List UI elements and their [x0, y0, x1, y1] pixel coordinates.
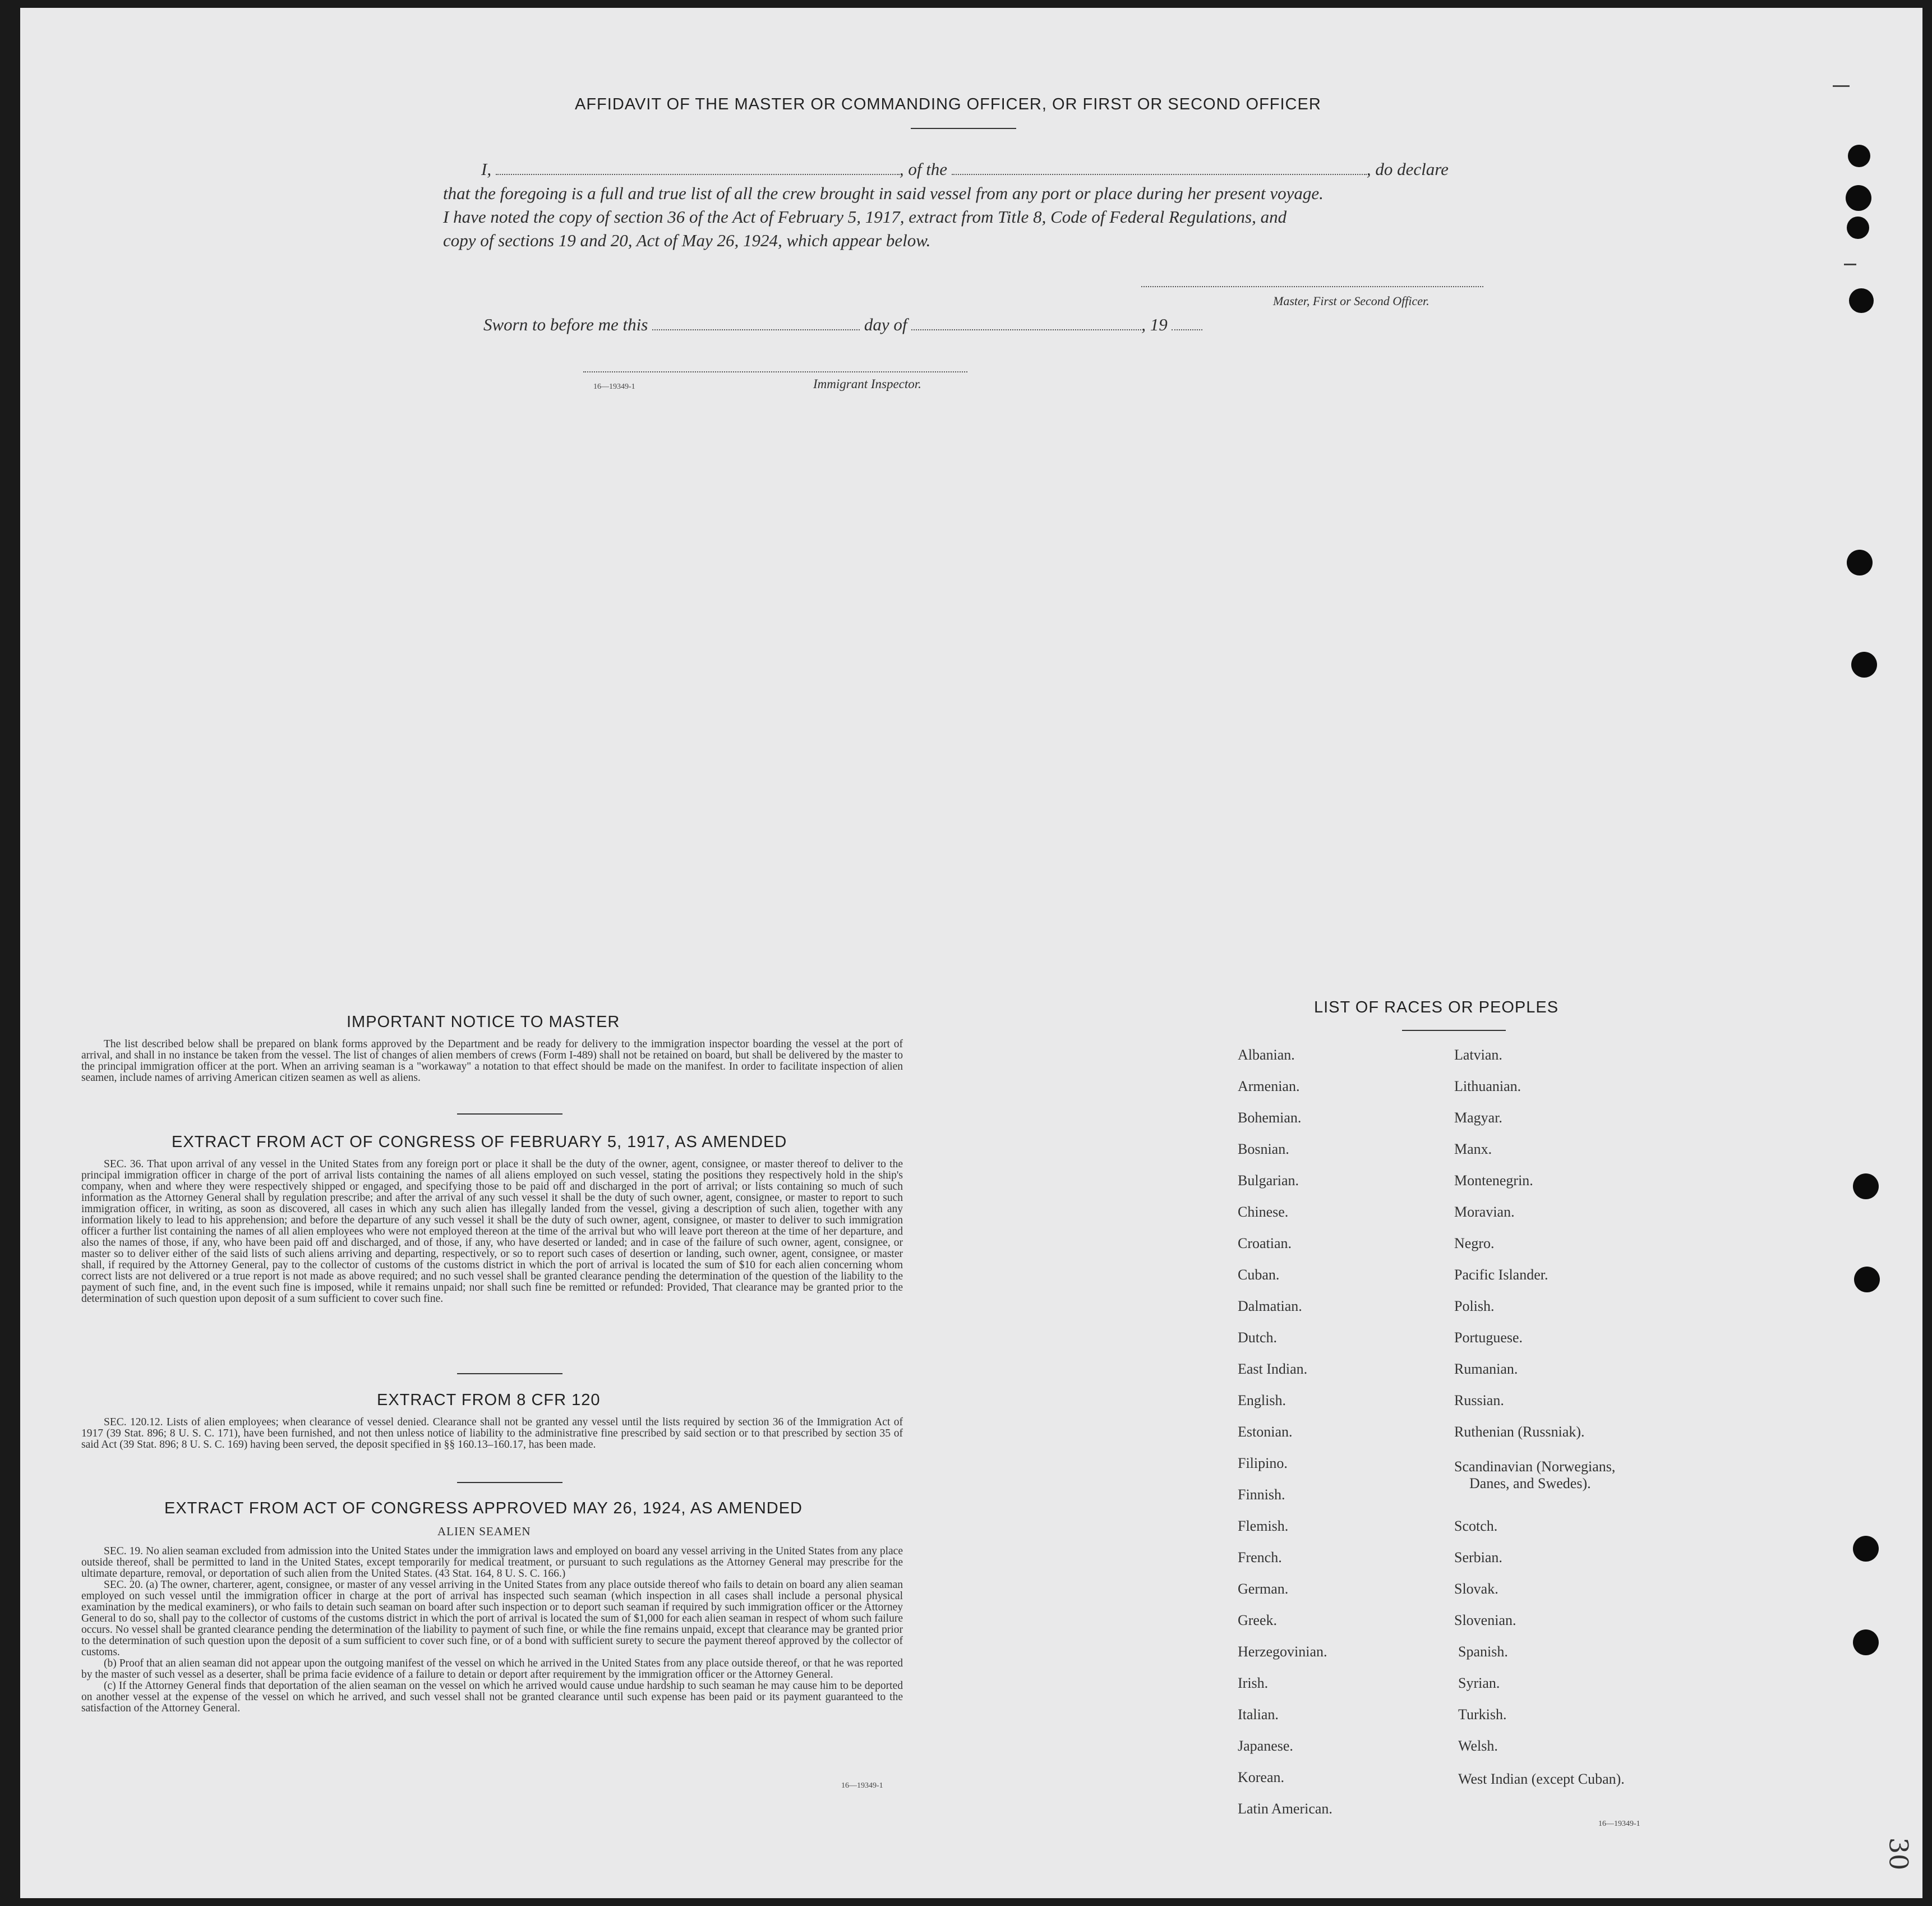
- race-item: Finnish.: [1238, 1486, 1285, 1503]
- edge-mark: [1844, 264, 1856, 265]
- race-item: Latin American.: [1238, 1801, 1332, 1817]
- punch-hole: [1846, 185, 1871, 211]
- sec-36-paragraph: SEC. 36. That upon arrival of any vessel in the United States from any foreign port or place it shall be the duty of the owner, agent, consignee, or master thereof to deliver to the principal immigration officer in charge of the port of arrival lists containing the names of all aliens employed on such vessel, stating the positions they respectively hold in the ship's company, when and where they were respectively shipped or engaged, and specifying those to be paid off and discharged in the port of arrival; or lists containing so much of such information as the Attorney General shall by regulation prescribe; and after the arrival of any such vessel it shall be the duty of such owner, agent, consignee, or master to report to such immigration officer, in writing, as soon as discovered, all cases in which any such alien has illegally landed from the vessel, giving a description of such alien, together with any information likely to lead to his apprehension; and before the departure of any such vessel it shall be the duty of such owner, agent, consignee, or master to deliver to such immigration officer a further list containing the names of all alien employees who were not employed thereon at the time of the arrival but who will leave port thereon at the time of her departure, and also the names of those, if any, who have been paid off and discharged, and of those, if any, who have deserted or landed; and in case of the failure of such owner, agent, consignee, or master so to deliver either of the said lists of such aliens arriving and departing, respectively, or so to report such cases of desertion or landing, such owner, agent, consignee, or master shall, if required by the Attorney General, pay to the collector of customs of the customs district in which the port of arrival is located the sum of $10 for each alien concerning whom correct lists are not delivered or a true report is not made as above required; and no such vessel shall be granted clearance pending the determination of the question of the liability to the payment of such fine, and, in the event such fine is imposed, while it remains unpaid; nor shall such fine be remitted or refunded: Provided, That clearance may be granted prior to the determination of such question upon deposit of a sum sufficient to cover such fine.: [81, 1158, 903, 1305]
- affidavit-line4: copy of sections 19 and 20, Act of May 26, 1924, which appear below.: [443, 231, 931, 250]
- race-item: Chinese.: [1238, 1204, 1289, 1220]
- edge-mark: [1833, 85, 1850, 87]
- punch-hole: [1853, 1629, 1879, 1655]
- race-item: Spanish.: [1458, 1643, 1508, 1660]
- divider: [1402, 1030, 1506, 1031]
- race-item: Estonian.: [1238, 1424, 1293, 1440]
- punch-hole: [1849, 288, 1874, 313]
- punch-hole: [1851, 652, 1877, 678]
- punch-hole: [1853, 1173, 1879, 1199]
- extract-1917-title: EXTRACT FROM ACT OF CONGRESS OF FEBRUARY 5, 1917, AS AMENDED: [172, 1133, 787, 1151]
- sec-20b-paragraph: (b) Proof that an alien seaman did not appear upon the outgoing manifest of the vessel on which he arrived in the United States from any place outside thereof, or that he was reported by the master of such vessel as a deserter, shall be prima facie evidence of a failure to detain or deport after requirement by the immigration officer or the Attorney General.: [81, 1658, 903, 1681]
- race-item: Croatian.: [1238, 1235, 1292, 1251]
- race-item: Rumanian.: [1454, 1361, 1518, 1377]
- punch-hole: [1847, 217, 1869, 239]
- race-item: Korean.: [1238, 1769, 1285, 1785]
- master-signature-caption: Master, First or Second Officer.: [1273, 294, 1430, 308]
- sec-120-12-paragraph: SEC. 120.12. Lists of alien employees; when clearance of vessel denied. Clearance shall not be granted any vessel until the lists required by section 36 of the Immigration Act of 1917 (39 Stat. 896; 8 U. S. C. 171), have been furnished, and not then unless notice of liability to the administrative fine prescribed by said section or to that prescribed by section 35 of said Act (39 Stat. 896; 8 U. S. C. 169) having been served, the deposit specified in §§ 160.13–160.17, has been made.: [81, 1416, 903, 1451]
- race-item: Cuban.: [1238, 1267, 1280, 1283]
- affidavit-of-the: , of the: [899, 159, 948, 179]
- extract-cfr-text: [81, 1417, 903, 1451]
- notice-text: [81, 1039, 903, 1084]
- sworn-line: [483, 313, 1202, 337]
- name-field[interactable]: [496, 160, 900, 175]
- race-item: Latvian.: [1454, 1047, 1502, 1063]
- sec-20a-paragraph: SEC. 20. (a) The owner, charterer, agent, consignee, or master of any vessel arriving in the United States from any place outside thereof who fails to detain on board any alien seaman employed on such vessel until the immigration officer in charge at the port of arrival has inspected such seaman (which inspection in all cases shall include a personal physical examination by the medical examiners), or who fails to detain such seaman on board after such inspection or to deport such seaman if required by such immigration officer or the Attorney General to do so, shall pay to the collector of customs of the customs district in which the port of arrival is located the sum of $1,000 for each alien seaman in respect of whom such failure occurs. No vessel shall be granted clearance pending the determination of the liability to payment of such fine, or while the fine remains unpaid, except that clearance may be granted prior to the determination of such question upon the deposit of a sum sufficient to cover such fine, or of a bond with sufficient surety to secure the payment thereof approved by the collector of customs.: [81, 1579, 903, 1658]
- race-item: Irish.: [1238, 1675, 1269, 1691]
- affidavit-line2: that the foregoing is a full and true list of all the crew brought in said vessel from any port or place during her present voyage.: [443, 183, 1324, 203]
- race-item: Manx.: [1454, 1141, 1492, 1157]
- race-item: Albanian.: [1238, 1047, 1295, 1063]
- race-item: Welsh.: [1458, 1738, 1498, 1754]
- punch-hole: [1854, 1267, 1880, 1292]
- race-item: East Indian.: [1238, 1361, 1308, 1377]
- form-number: 16—19349-1: [1598, 1820, 1640, 1828]
- race-item: Magyar.: [1454, 1109, 1502, 1126]
- extract-1924-title: EXTRACT FROM ACT OF CONGRESS APPROVED MAY 26, 1924, AS AMENDED: [164, 1499, 803, 1517]
- alien-seamen-subtitle: ALIEN SEAMEN: [437, 1525, 531, 1538]
- form-number: 16—19349-1: [841, 1781, 883, 1790]
- sec-20c-paragraph: (c) If the Attorney General finds that deportation of the alien seaman on the vessel on which he arrived would cause undue hardship to such seaman he may cause him to be deported on another vessel at the expense of the vessel on which he arrived, and such vessel shall not be granted clearance until such expense has been paid or its payment guaranteed to the satisfaction of the Attorney General.: [81, 1680, 903, 1714]
- affidavit-title: AFFIDAVIT OF THE MASTER OR COMMANDING OFFICER, OR FIRST OR SECOND OFFICER: [575, 95, 1321, 113]
- affidavit-line3: I have noted the copy of section 36 of the Act of February 5, 1917, extract from Title 8, Code of Federal Regulations, and: [443, 207, 1287, 227]
- race-item: French.: [1238, 1549, 1282, 1566]
- race-item: Negro.: [1454, 1235, 1495, 1251]
- race-item: Portuguese.: [1454, 1329, 1523, 1346]
- race-item: Moravian.: [1454, 1204, 1515, 1220]
- race-item: Italian.: [1238, 1706, 1279, 1723]
- sworn-month-field[interactable]: [911, 316, 1141, 330]
- race-item: Bulgarian.: [1238, 1172, 1299, 1189]
- race-item: Bosnian.: [1238, 1141, 1289, 1157]
- race-item: Dutch.: [1238, 1329, 1278, 1346]
- affidavit-line1: [481, 158, 1449, 181]
- races-title: LIST OF RACES OR PEOPLES: [1314, 998, 1559, 1016]
- race-item: Danes, and Swedes).: [1469, 1475, 1591, 1491]
- race-item: Flemish.: [1238, 1518, 1289, 1534]
- race-item: Lithuanian.: [1454, 1078, 1521, 1094]
- extract-cfr-title: EXTRACT FROM 8 CFR 120: [377, 1391, 601, 1409]
- race-item: Greek.: [1238, 1612, 1278, 1628]
- race-item: Ruthenian (Russniak).: [1454, 1424, 1585, 1440]
- sworn-year-prefix: , 19: [1141, 315, 1168, 334]
- race-item: Dalmatian.: [1238, 1298, 1302, 1314]
- divider: [911, 128, 1016, 129]
- race-item: Japanese.: [1238, 1738, 1293, 1754]
- extract-1917-text: [81, 1159, 903, 1305]
- punch-hole: [1853, 1536, 1879, 1562]
- race-item: Pacific Islander.: [1454, 1267, 1548, 1283]
- race-item: Bohemian.: [1238, 1109, 1302, 1126]
- affidavit-i: I,: [481, 159, 492, 179]
- inspector-caption: Immigrant Inspector.: [813, 377, 921, 391]
- race-item: German.: [1238, 1581, 1289, 1597]
- extract-1924-text: [81, 1546, 903, 1714]
- punch-hole: [1848, 145, 1870, 167]
- sworn-day-of: day of: [864, 315, 907, 334]
- race-item: Turkish.: [1458, 1706, 1507, 1723]
- master-signature-line[interactable]: [1141, 286, 1483, 287]
- affidavit-do-declare: , do declare: [1366, 159, 1449, 179]
- race-item: Scotch.: [1454, 1518, 1498, 1534]
- race-item: Syrian.: [1458, 1675, 1500, 1691]
- sworn-year-field[interactable]: [1172, 316, 1202, 330]
- race-item: Slovak.: [1454, 1581, 1498, 1597]
- race-item: English.: [1238, 1392, 1286, 1408]
- race-item: Russian.: [1454, 1392, 1504, 1408]
- race-item: Filipino.: [1238, 1455, 1288, 1471]
- sworn-prefix: Sworn to before me this: [483, 315, 648, 334]
- divider: [457, 1482, 562, 1483]
- race-item: Serbian.: [1454, 1549, 1502, 1566]
- race-item: Scandinavian (Norwegians,: [1454, 1458, 1616, 1475]
- form-number: 16—19349-1: [593, 383, 635, 391]
- race-item: Slovenian.: [1454, 1612, 1516, 1628]
- margin-page-number: 30: [1883, 1837, 1914, 1871]
- race-item: Polish.: [1454, 1298, 1495, 1314]
- race-item: Armenian.: [1238, 1078, 1300, 1094]
- divider: [457, 1113, 562, 1115]
- notice-title: IMPORTANT NOTICE TO MASTER: [347, 1013, 620, 1031]
- race-item: Herzegovinian.: [1238, 1643, 1327, 1660]
- race-item: West Indian (except Cuban).: [1458, 1771, 1625, 1787]
- sworn-day-field[interactable]: [652, 316, 860, 330]
- vessel-field[interactable]: [952, 160, 1367, 175]
- punch-hole: [1847, 550, 1873, 576]
- sec-19-paragraph: SEC. 19. No alien seaman excluded from admission into the United States under the immigration laws and employed on board any vessel arriving in the United States from any place outside thereof, shall be permitted to land in the United States, except temporarily for medical treatment, or pursuant to such regulations as the Attorney General may prescribe for the ultimate departure, removal, or deportation of such alien from the United States. (43 Stat. 164, 8 U. S. C. 166.): [81, 1545, 903, 1580]
- race-item: Montenegrin.: [1454, 1172, 1533, 1189]
- divider: [457, 1373, 562, 1374]
- notice-paragraph: The list described below shall be prepared on blank forms approved by the Department and be ready for delivery to the immigration inspector boarding the vessel at the port of arrival, and shall in no instance be taken from the vessel. The list of changes of alien members of crews (Form I-489) shall not be retained on board, but shall be delivered by the master to the principal immigration officer at the port. When an arriving seaman is a "workaway" a notation to that effect should be made on the manifest. In order to facilitate inspection of alien seamen, include names of arriving American citizen seamen as well as aliens.: [81, 1038, 903, 1084]
